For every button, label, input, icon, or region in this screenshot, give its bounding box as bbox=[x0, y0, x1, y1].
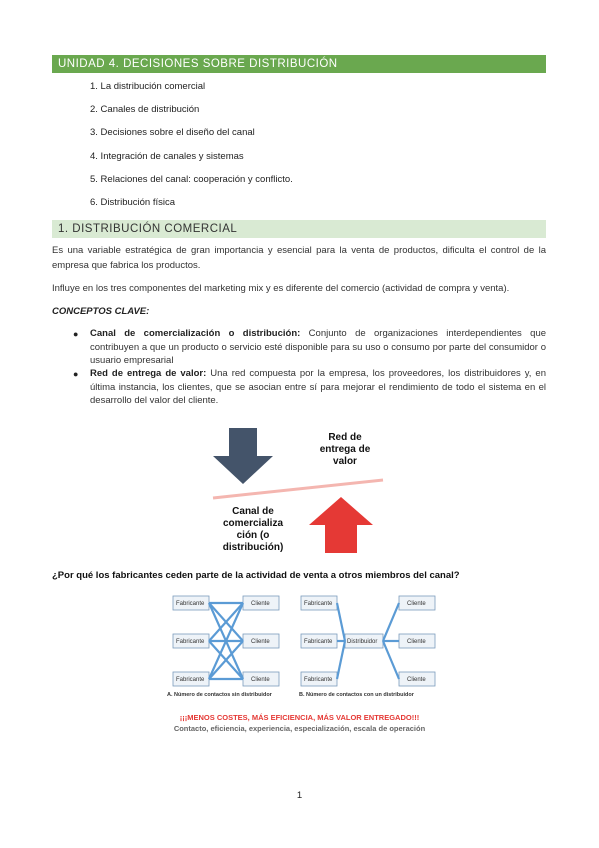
bullet-item-1 bbox=[90, 327, 546, 368]
bullet-dot: ● bbox=[73, 329, 79, 339]
label-top-line-2: entrega de bbox=[319, 444, 371, 455]
client-label: Cliente bbox=[407, 601, 426, 607]
bullet-dot: ● bbox=[73, 369, 79, 379]
caption-left: A. Número de contactos sin distribuidor bbox=[167, 692, 272, 698]
section-title: 1. DISTRIBUCIÓN COMERCIAL bbox=[52, 220, 546, 238]
label-bottom-line-2: comercializa bbox=[222, 518, 284, 529]
paragraph-1: Es una variable estratégica de gran importancia y esencial para la venta de productos, dificulta el control de la empresa que fabrica los productos. bbox=[52, 245, 546, 271]
down-arrow bbox=[213, 428, 273, 484]
contact-arrows-left bbox=[209, 603, 243, 679]
toc-item-4: 4. Integración de canales y sistemas bbox=[90, 151, 244, 162]
paragraph-2: Influye en los tres componentes del marketing mix y es diferente del comercio (actividad de compra y venta). bbox=[52, 283, 510, 294]
bullet-text-1: Conjunto de organizaciones interdependientes que contribuyen a que un producto o servicio esté disponible para su uso o consumo por parte del consumidor o usuario empresarial bbox=[90, 328, 547, 366]
concepts-heading: CONCEPTOS CLAVE: bbox=[52, 306, 150, 317]
up-arrow bbox=[309, 497, 373, 553]
client-label: Cliente bbox=[407, 677, 426, 683]
label-top-line-3: valor bbox=[333, 456, 357, 467]
unit-title: UNIDAD 4. DECISIONES SOBRE DISTRIBUCIÓN bbox=[52, 55, 546, 73]
distributor-label: Distribuidor bbox=[347, 639, 378, 645]
client-label: Cliente bbox=[251, 601, 270, 607]
manufacturer-label: Fabricante bbox=[176, 639, 205, 645]
label-bottom-line-4: distribución) bbox=[222, 542, 284, 553]
connector-line bbox=[213, 480, 383, 498]
distribution-contacts-figure bbox=[165, 590, 440, 700]
bullet-item-2 bbox=[90, 367, 546, 408]
client-label: Cliente bbox=[407, 639, 426, 645]
bullet-term-1: Canal de comercialización o distribución: bbox=[90, 328, 301, 339]
client-label: Cliente bbox=[251, 677, 270, 683]
bullet-term-2: Red de entrega de valor: bbox=[90, 368, 207, 379]
manufacturer-label: Fabricante bbox=[176, 677, 205, 683]
toc-item-5: 5. Relaciones del canal: cooperación y conflicto. bbox=[90, 174, 293, 185]
question: ¿Por qué los fabricantes ceden parte de la actividad de venta a otros miembros del canal? bbox=[52, 570, 460, 581]
manufacturer-label: Fabricante bbox=[176, 601, 205, 607]
keywords-text: Contacto, eficiencia, experiencia, especialización, escala de operación bbox=[173, 724, 426, 733]
bullet-text-2: Una red compuesta por la empresa, los proveedores, los distribuidores y, en última instancia, los clientes, que se asocian entre sí para mejorar el rendimiento de todo el sistema en el desarrollo del valor del cliente. bbox=[90, 368, 547, 406]
toc-item-1: 1. La distribución comercial bbox=[90, 81, 206, 92]
value-network-figure bbox=[195, 418, 395, 558]
client-label: Cliente bbox=[251, 639, 270, 645]
manufacturer-label: Fabricante bbox=[304, 639, 333, 645]
toc-item-6: 6. Distribución física bbox=[90, 197, 176, 208]
highlight-text: ¡¡¡MENOS COSTES, MÁS EFICIENCIA, MÁS VALOR ENTREGADO!!! bbox=[179, 713, 420, 722]
manufacturer-label: Fabricante bbox=[304, 677, 333, 683]
caption-right: B. Número de contactos con un distribuidor bbox=[299, 692, 414, 698]
toc-item-3: 3. Decisiones sobre el diseño del canal bbox=[90, 127, 255, 138]
label-bottom-line-3: ción (o bbox=[236, 530, 270, 541]
toc-item-2: 2. Canales de distribución bbox=[90, 104, 200, 115]
page-number: 1 bbox=[296, 790, 303, 801]
manufacturer-label: Fabricante bbox=[304, 601, 333, 607]
label-bottom-line-1: Canal de bbox=[232, 506, 274, 517]
label-top-line-1: Red de bbox=[328, 432, 362, 443]
